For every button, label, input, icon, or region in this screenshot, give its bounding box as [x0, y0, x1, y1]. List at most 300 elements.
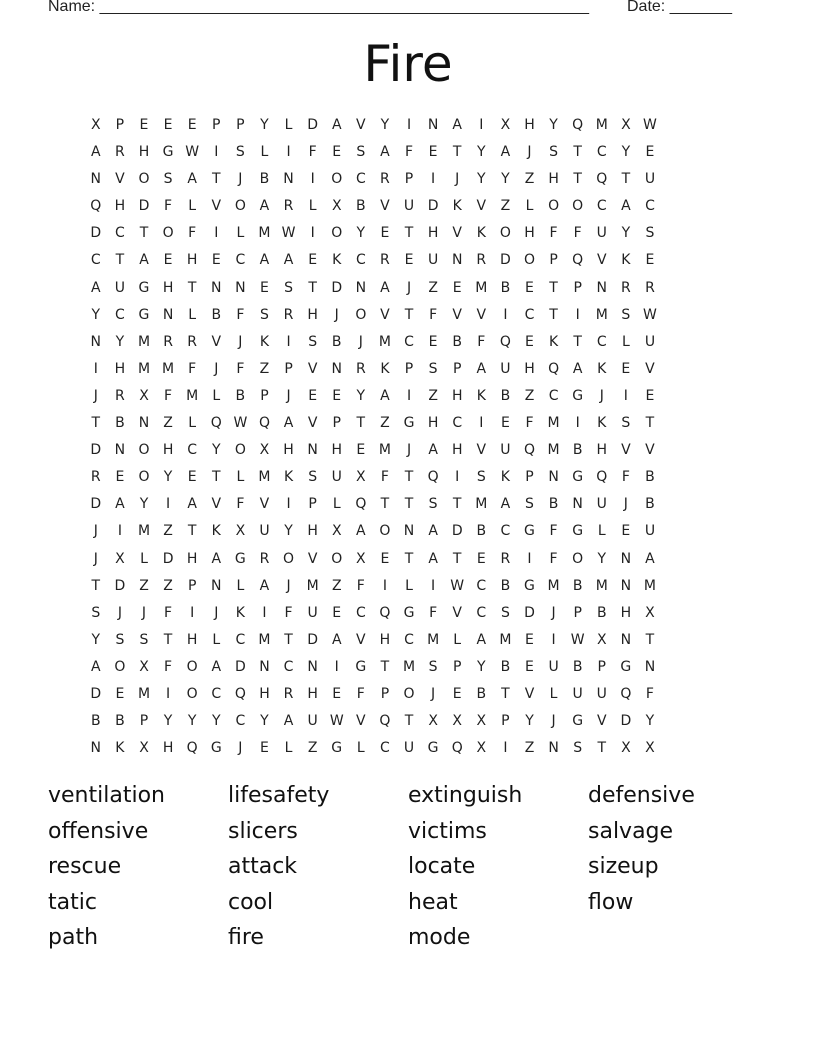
grid-cell: U	[259, 523, 271, 540]
grid-cell: Y	[187, 713, 197, 730]
grid-cell: G	[572, 713, 584, 730]
grid-cell: J	[431, 685, 436, 702]
grid-cell: A	[91, 144, 102, 161]
grid-cell: H	[259, 685, 271, 702]
grid-cell: T	[187, 523, 197, 540]
grid-cell: Q	[355, 496, 367, 513]
grid-cell: O	[114, 658, 126, 675]
grid-cell: T	[621, 171, 631, 188]
grid-cell: U	[307, 713, 319, 730]
grid-cell: C	[211, 685, 222, 702]
word-row	[48, 920, 788, 956]
grid-cell: E	[428, 333, 439, 350]
grid-cell: Y	[260, 117, 270, 133]
grid-cell: N	[572, 496, 584, 513]
grid-cell: Y	[91, 631, 101, 648]
grid-cell: R	[283, 198, 294, 215]
grid-cell: S	[115, 631, 125, 648]
grid-cell: P	[573, 279, 583, 296]
grid-cell: T	[187, 279, 197, 296]
grid-cell: A	[211, 658, 222, 675]
grid-cell: X	[645, 604, 656, 621]
grid-cell: P	[308, 496, 318, 513]
grid-cell: N	[307, 442, 319, 459]
grid-cell: Z	[307, 740, 318, 757]
grid-cell: B	[331, 333, 343, 350]
grid-cell: R	[115, 387, 126, 404]
word-item: heat	[408, 889, 458, 915]
grid-cell: K	[380, 360, 391, 377]
grid-cell: A	[139, 252, 150, 269]
grid-cell: N	[620, 631, 632, 648]
grid-cell: S	[525, 496, 535, 513]
grid-cell: B	[356, 198, 367, 215]
grid-cell: A	[91, 279, 102, 296]
grid-cell: E	[452, 685, 463, 702]
grid-cell: C	[235, 631, 246, 648]
grid-cell: H	[548, 171, 560, 188]
grid-cell: Y	[621, 225, 631, 242]
grid-cell: B	[500, 577, 511, 594]
grid-cell: H	[524, 360, 536, 377]
grid-cell: T	[452, 496, 462, 513]
grid-cell: Z	[524, 387, 535, 404]
grid-cell: Q	[596, 171, 608, 188]
letter-grid	[84, 112, 732, 762]
grid-cell: R	[163, 333, 174, 350]
grid-cell: J	[455, 171, 460, 188]
word-item: tatic	[48, 889, 97, 915]
grid-cell: P	[525, 469, 535, 486]
word-item: offensive	[48, 818, 149, 844]
grid-cell: L	[236, 469, 245, 486]
grid-cell: T	[404, 713, 414, 730]
grid-row	[84, 681, 732, 708]
grid-cell: I	[431, 577, 436, 594]
grid-cell: I	[214, 225, 219, 242]
grid-cell: B	[572, 577, 583, 594]
grid-cell: A	[476, 360, 487, 377]
grid-cell: W	[233, 415, 248, 432]
grid-cell: V	[645, 442, 656, 459]
grid-cell: G	[427, 740, 440, 757]
grid-cell: O	[186, 658, 199, 675]
grid-cell: B	[596, 604, 608, 621]
grid-cell: N	[620, 577, 632, 594]
grid-cell: K	[476, 225, 487, 242]
grid-cell: O	[138, 469, 150, 486]
grid-cell: F	[621, 469, 631, 486]
grid-cell: O	[572, 550, 584, 567]
grid-row	[84, 573, 732, 600]
grid-cell: I	[406, 387, 412, 404]
grid-cell: I	[286, 144, 292, 161]
grid-cell: M	[162, 360, 175, 377]
grid-cell: I	[286, 496, 292, 513]
grid-cell: Y	[380, 117, 390, 133]
grid-cell: C	[115, 306, 126, 323]
grid-cell: V	[476, 198, 487, 215]
grid-row	[84, 600, 732, 627]
grid-cell: B	[115, 713, 126, 730]
grid-cell: Y	[139, 496, 149, 513]
grid-cell: J	[238, 740, 243, 757]
grid-cell: V	[621, 442, 632, 459]
grid-cell: X	[356, 469, 367, 486]
grid-row	[84, 383, 732, 410]
grid-cell: T	[501, 685, 511, 702]
grid-row	[84, 275, 732, 302]
grid-cell: K	[235, 604, 246, 621]
grid-cell: L	[308, 198, 318, 215]
grid-cell: X	[476, 740, 487, 757]
grid-cell: S	[139, 631, 149, 648]
grid-cell: P	[139, 713, 149, 730]
grid-cell: T	[139, 225, 149, 242]
grid-cell: U	[403, 740, 415, 757]
grid-cell: P	[115, 117, 125, 133]
grid-cell: T	[573, 333, 583, 350]
grid-cell: I	[334, 658, 340, 675]
grid-cell: A	[259, 577, 270, 594]
grid-cell: U	[307, 604, 319, 621]
grid-cell: M	[499, 631, 512, 648]
grid-cell: P	[573, 604, 583, 621]
grid-cell: F	[236, 306, 245, 323]
grid-cell: R	[500, 550, 511, 567]
grid-cell: Z	[380, 415, 391, 432]
grid-cell: V	[524, 685, 535, 702]
grid-cell: Y	[501, 171, 511, 188]
grid-cell: B	[500, 279, 511, 296]
grid-cell: I	[117, 523, 123, 540]
page-title: Fire	[363, 35, 453, 93]
grid-cell: V	[645, 360, 656, 377]
grid-cell: V	[356, 713, 367, 730]
grid-cell: U	[500, 442, 512, 459]
grid-cell: I	[262, 604, 268, 621]
grid-cell: W	[185, 144, 200, 161]
grid-cell: E	[525, 631, 535, 648]
grid-cell: C	[500, 523, 511, 540]
grid-cell: I	[382, 577, 388, 594]
grid-cell: Y	[477, 658, 487, 675]
grid-cell: Z	[163, 415, 174, 432]
grid-cell: K	[283, 469, 294, 486]
grid-cell: L	[621, 333, 631, 350]
grid-cell: Q	[572, 117, 584, 133]
grid-cell: J	[117, 604, 123, 621]
grid-cell: L	[405, 577, 414, 594]
grid-cell: K	[500, 469, 511, 486]
grid-cell: Z	[428, 279, 439, 296]
grid-cell: T	[308, 279, 318, 296]
grid-cell: C	[596, 198, 608, 215]
grid-cell: I	[479, 415, 484, 432]
grid-cell: M	[475, 279, 488, 296]
grid-cell: O	[138, 442, 150, 459]
grid-cell: N	[90, 333, 102, 350]
word-row	[48, 814, 788, 850]
grid-cell: C	[380, 740, 391, 757]
word-item: flow	[588, 889, 634, 915]
grid-cell: A	[500, 496, 511, 513]
grid-cell: F	[236, 496, 245, 513]
grid-cell: L	[549, 685, 558, 702]
grid-cell: L	[597, 523, 607, 540]
grid-cell: O	[331, 550, 343, 567]
grid-cell: A	[476, 631, 487, 648]
grid-cell: E	[332, 144, 342, 161]
grid-cell: B	[572, 442, 583, 459]
word-item: attack	[228, 854, 298, 880]
grid-cell: J	[214, 604, 219, 621]
grid-cell: F	[164, 198, 173, 215]
grid-cell: Z	[500, 198, 511, 215]
grid-cell: V	[211, 496, 222, 513]
grid-cell: R	[90, 469, 102, 486]
grid-cell: J	[238, 171, 243, 188]
grid-cell: N	[114, 442, 126, 459]
grid-cell: I	[551, 631, 557, 648]
grid-cell: B	[211, 306, 222, 323]
grid-cell: N	[90, 171, 102, 188]
grid-cell: I	[310, 171, 316, 188]
grid-cell: G	[210, 740, 223, 757]
grid-cell: Z	[524, 171, 535, 188]
grid-cell: B	[115, 415, 126, 432]
grid-row	[84, 112, 732, 139]
grid-cell: K	[597, 360, 607, 377]
grid-cell: D	[620, 713, 632, 730]
grid-cell: Y	[621, 144, 631, 161]
grid-cell: F	[164, 387, 173, 404]
grid-cell: G	[572, 387, 584, 404]
word-item: ventilation	[48, 783, 165, 808]
grid-cell: O	[331, 171, 343, 188]
grid-cell: V	[307, 360, 318, 377]
grid-cell: M	[137, 360, 151, 377]
grid-cell: A	[259, 252, 270, 269]
grid-cell: C	[404, 631, 415, 648]
grid-row	[84, 166, 732, 193]
grid-cell: F	[549, 225, 559, 242]
grid-cell: H	[283, 442, 295, 459]
grid-cell: X	[235, 523, 246, 540]
grid-cell: F	[164, 604, 173, 621]
grid-cell: M	[595, 306, 609, 323]
grid-cell: N	[451, 252, 463, 269]
grid-cell: Y	[525, 713, 535, 730]
grid-cell: I	[575, 415, 581, 432]
grid-cell: T	[645, 415, 655, 432]
grid-cell: H	[162, 279, 174, 296]
grid-cell: W	[281, 225, 296, 242]
grid-cell: I	[623, 387, 629, 404]
grid-cell: A	[187, 171, 198, 188]
grid-cell: T	[91, 415, 101, 432]
grid-cell: A	[428, 550, 439, 567]
grid-cell: C	[548, 387, 559, 404]
grid-cell: Q	[186, 740, 199, 757]
grid-cell: F	[429, 604, 438, 621]
grid-cell: Z	[331, 577, 343, 594]
grid-cell: P	[332, 415, 342, 432]
grid-cell: L	[284, 117, 293, 133]
grid-cell: Z	[428, 387, 439, 404]
word-item: rescue	[48, 854, 122, 880]
grid-cell: F	[188, 360, 197, 377]
grid-cell: X	[139, 387, 150, 404]
grid-cell: I	[455, 469, 460, 486]
grid-cell: E	[332, 685, 342, 702]
grid-cell: N	[331, 360, 343, 377]
grid-cell: Y	[211, 713, 222, 730]
grid-cell: H	[307, 306, 319, 323]
grid-cell: S	[500, 604, 511, 621]
grid-cell: R	[283, 685, 294, 702]
grid-cell: K	[597, 415, 607, 432]
grid-row	[84, 735, 732, 762]
grid-cell: T	[211, 171, 222, 188]
grid-cell: M	[475, 496, 488, 513]
grid-row	[84, 627, 732, 654]
grid-cell: D	[114, 577, 126, 594]
grid-cell: M	[595, 577, 609, 594]
grid-cell: A	[356, 523, 367, 540]
grid-cell: T	[404, 225, 414, 242]
grid-cell: P	[284, 360, 294, 377]
grid-cell: D	[427, 198, 439, 215]
grid-cell: T	[404, 496, 414, 513]
grid-cell: M	[306, 577, 320, 594]
grid-cell: J	[406, 279, 412, 296]
grid-cell: X	[139, 740, 150, 757]
grid-cell: K	[259, 333, 270, 350]
grid-cell: X	[331, 198, 343, 215]
grid-cell: U	[644, 523, 656, 540]
grid-cell: F	[573, 225, 583, 242]
grid-cell: C	[596, 333, 608, 350]
grid-cell: F	[356, 577, 366, 594]
grid-cell: O	[355, 306, 367, 323]
grid-cell: P	[452, 658, 462, 675]
grid-cell: X	[115, 550, 126, 567]
grid-cell: D	[90, 442, 102, 459]
grid-cell: I	[310, 225, 316, 242]
word-item: extinguish	[408, 783, 523, 808]
grid-cell: Y	[356, 225, 366, 242]
grid-cell: U	[548, 658, 560, 675]
grid-cell: E	[163, 117, 173, 133]
grid-cell: L	[260, 144, 269, 161]
grid-cell: J	[286, 577, 292, 594]
grid-cell: H	[596, 442, 608, 459]
grid-cell: T	[91, 577, 101, 594]
grid-cell: O	[186, 685, 199, 702]
grid-cell: F	[549, 550, 559, 567]
grid-cell: I	[286, 333, 292, 350]
grid-cell: M	[378, 333, 392, 350]
grid-cell: E	[645, 252, 655, 269]
grid-cell: E	[332, 387, 342, 404]
grid-cell: V	[452, 306, 463, 323]
grid-cell: F	[308, 144, 318, 161]
grid-cell: S	[428, 658, 439, 675]
grid-cell: I	[166, 496, 171, 513]
grid-cell: T	[573, 144, 583, 161]
grid-cell: C	[235, 252, 246, 269]
grid-cell: X	[645, 740, 656, 757]
grid-cell: R	[380, 171, 391, 188]
grid-cell: H	[162, 442, 174, 459]
grid-cell: N	[259, 658, 271, 675]
grid-cell: B	[500, 658, 511, 675]
grid-cell: P	[404, 360, 414, 377]
grid-cell: L	[140, 550, 149, 567]
grid-cell: T	[356, 415, 366, 432]
grid-cell: H	[186, 550, 198, 567]
grid-cell: Y	[91, 306, 101, 323]
grid-cell: J	[551, 604, 557, 621]
grid-cell: I	[503, 740, 508, 757]
grid-cell: V	[452, 604, 463, 621]
grid-cell: L	[188, 415, 197, 432]
grid-cell: G	[355, 658, 367, 675]
grid-cell: B	[235, 387, 246, 404]
grid-row	[84, 302, 732, 329]
grid-cell: B	[572, 658, 583, 675]
grid-cell: C	[355, 171, 367, 188]
grid-cell: P	[236, 117, 246, 133]
grid-cell: W	[450, 577, 465, 594]
grid-cell: A	[283, 713, 294, 730]
grid-cell: Y	[163, 713, 173, 730]
grid-cell: E	[525, 333, 535, 350]
grid-cell: S	[621, 415, 631, 432]
grid-cell: V	[356, 631, 367, 648]
grid-cell: S	[621, 306, 631, 323]
date-field-label: Date: _______	[627, 0, 732, 15]
grid-cell: O	[379, 523, 391, 540]
word-item: salvage	[588, 818, 674, 844]
grid-cell: S	[235, 144, 246, 161]
grid-cell: N	[211, 279, 222, 296]
grid-row	[84, 491, 732, 518]
grid-cell: P	[597, 658, 607, 675]
grid-cell: A	[211, 550, 222, 567]
grid-cell: A	[428, 442, 439, 459]
grid-cell: Q	[451, 740, 464, 757]
grid-row	[84, 356, 732, 383]
grid-cell: K	[476, 387, 487, 404]
grid-cell: O	[523, 252, 536, 269]
grid-cell: E	[260, 740, 270, 757]
grid-cell: L	[284, 740, 293, 757]
grid-cell: M	[258, 469, 271, 486]
grid-cell: A	[331, 117, 343, 133]
grid-cell: M	[547, 442, 561, 459]
grid-cell: S	[284, 279, 294, 296]
grid-cell: N	[355, 279, 367, 296]
grid-cell: U	[596, 496, 608, 513]
grid-cell: F	[380, 469, 390, 486]
grid-cell: X	[621, 740, 632, 757]
grid-cell: E	[380, 225, 390, 242]
grid-cell: G	[403, 415, 415, 432]
grid-cell: C	[596, 144, 608, 161]
grid-cell: B	[500, 387, 511, 404]
